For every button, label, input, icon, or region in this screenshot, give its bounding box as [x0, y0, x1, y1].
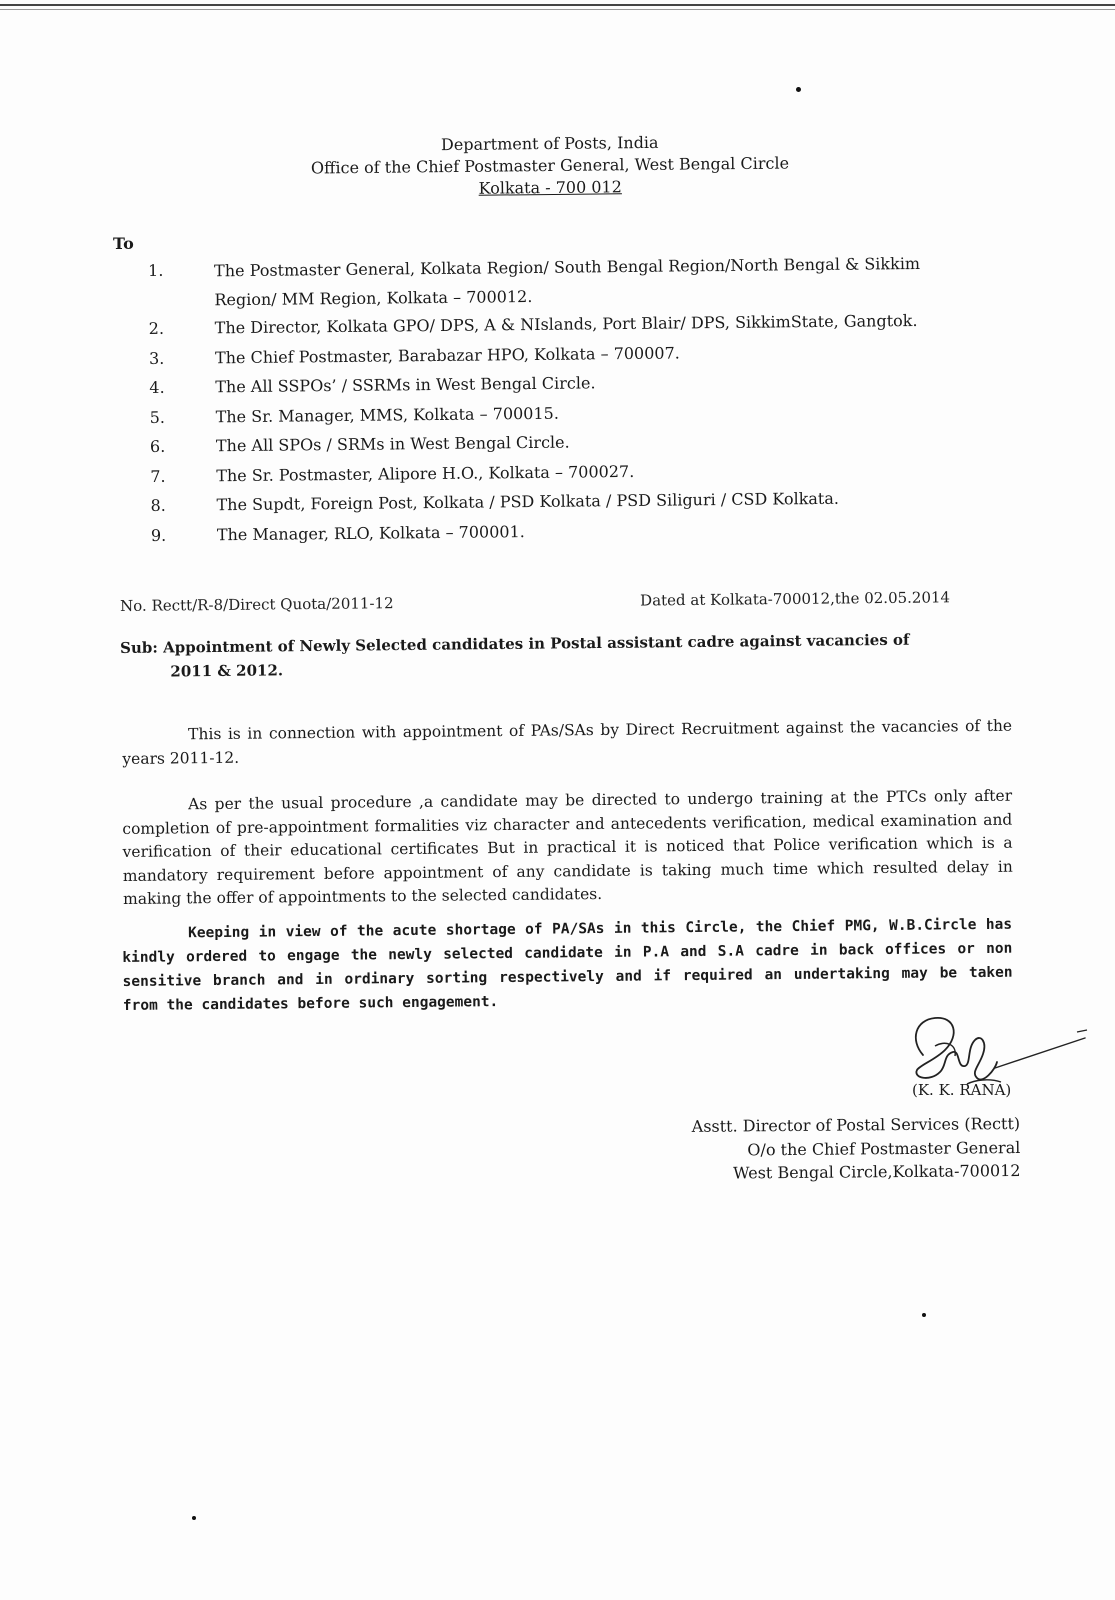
body-paragraph-1: This is in connection with appointment of PAs/SAs by Direct Recruitment against the vacancies of the years 2011-12.	[122, 716, 1013, 768]
signatory-address: West Bengal Circle,Kolkata-700012	[732, 1160, 1021, 1183]
addressee-text: The Sr. Manager, MMS, Kolkata – 700015.	[215, 403, 559, 426]
addressee-text: The All SSPOs’ / SSRMs in West Bengal Circle.	[215, 373, 596, 397]
top-border-line	[0, 4, 1115, 6]
letterhead-office: Office of the Chief Postmaster General, West Bengal Circle	[310, 153, 790, 178]
signatory-designation: Asstt. Director of Postal Services (Rectt)	[691, 1113, 1021, 1136]
reference-line	[120, 588, 950, 615]
addressee-number: 8.	[150, 495, 166, 515]
signatory-office: O/o the Chief Postmaster General	[747, 1137, 1021, 1159]
addressee-number: 9.	[150, 525, 167, 545]
reference-number: No. Rectt/R-8/Direct Quota/2011-12	[120, 594, 394, 615]
addressee-number: 4.	[149, 377, 165, 397]
addressee-text: The Sr. Postmaster, Alipore H.O., Kolkata – 700027.	[216, 461, 635, 485]
addressee-item	[148, 251, 969, 318]
addressee-text: The Postmaster General, Kolkata Region/ South Bengal Region/North Bengal & Sikkim Region/ MM Region, Kolkata – 700012.	[214, 253, 921, 310]
letterhead	[250, 130, 851, 202]
subject-line	[120, 627, 960, 684]
addressee-text: The All SPOs / SRMs in West Bengal Circle.	[215, 432, 570, 456]
addressee-text: The Director, Kolkata GPO/ DPS, A & NIslands, Port Blair/ DPS, SikkimState, Gangtok.	[214, 310, 918, 338]
scan-speck	[192, 1516, 196, 1520]
addressee-text: The Supdt, Foreign Post, Kolkata / PSD Kolkata / PSD Siliguri / CSD Kolkata.	[216, 488, 840, 515]
addressee-text: The Chief Postmaster, Barabazar HPO, Kolkata – 700007.	[214, 342, 680, 367]
reference-date: Dated at Kolkata-700012,the 02.05.2014	[640, 588, 951, 610]
body-paragraph-3-bold: Keeping in view of the acute shortage of PA/SAs in this Circle, the Chief PMG, W.B.Circle has kindly ordered to engage the newly selected candidate in P.A and S.A cadre in back offices or non sensitive branch and in ordinary sorting respectively and if required an undertaking may be taken from the candidates before such engagement.	[122, 916, 1013, 1014]
signatory-block	[640, 1112, 1021, 1186]
addressee-number: 1.	[148, 260, 164, 280]
scan-speck	[796, 87, 801, 92]
addressee-number: 5.	[149, 407, 166, 427]
addressee-text: The Manager, RLO, Kolkata – 700001.	[216, 521, 525, 544]
signatory-name: (K. K. RANA)	[912, 1081, 1012, 1099]
addressee-number: 7.	[150, 466, 166, 486]
body-paragraph-2: As per the usual procedure ,a candidate may be directed to undergo training at the PTCs only after completion of pre-appointment formalities viz character and antecedents verification, medical examination and verification of their educational certificates But in practical it is noticed that Police verification which is a mandatory requirement before appointment of any candidate is taking much time which resulted delay in making the offer of appointments to the selected candidates.	[122, 786, 1013, 908]
addressee-number: 6.	[149, 436, 166, 456]
letterhead-department: Department of Posts, India	[440, 132, 659, 155]
subject-text: Sub: Appointment of Newly Selected candidates in Postal assistant cadre against vacancies of	[120, 630, 910, 657]
letterhead-city: Kolkata - 700 012	[478, 177, 622, 198]
addressee-number: 3.	[148, 348, 165, 368]
subject-text-continued: 2011 & 2012.	[170, 661, 284, 681]
addressee-list	[148, 251, 971, 554]
to-label: To	[113, 234, 134, 253]
addressee-number: 2.	[148, 318, 165, 338]
scan-speck	[922, 1313, 926, 1317]
top-border-line-secondary	[0, 9, 1115, 10]
